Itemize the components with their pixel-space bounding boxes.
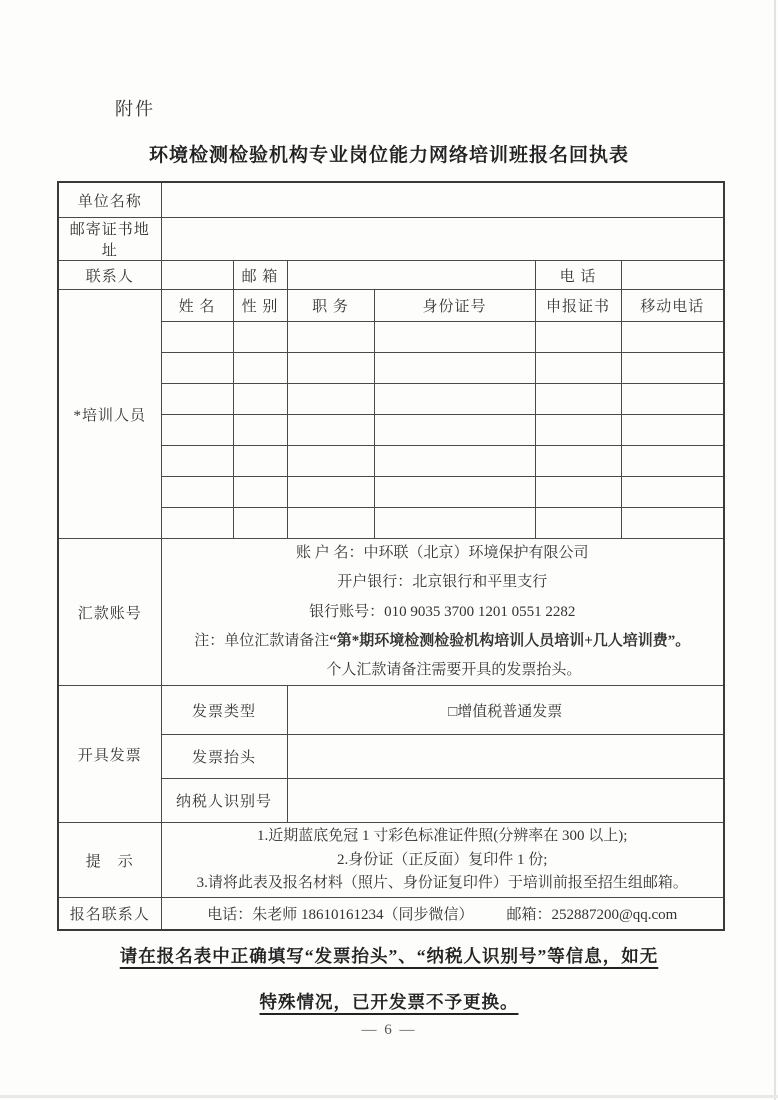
trainee-empty-cell <box>287 384 374 415</box>
footer-note-line2: 特殊情况，已开发票不予更换。 <box>259 992 519 1013</box>
remittance-content-cell <box>161 539 724 686</box>
page-title: 环境检测检验机构专业岗位能力网络培训班报名回执表 <box>148 145 629 166</box>
trainee-empty-cell <box>535 508 621 539</box>
phone-label: 电 话 <box>535 261 621 290</box>
trainee-col-name: 姓 名 <box>161 290 233 322</box>
trainee-empty-cell <box>374 477 535 508</box>
unit-name-value-cell <box>161 182 724 218</box>
trainee-empty-cell <box>161 353 233 384</box>
remittance-note-line2: 个人汇款请备注需要开具的发票抬头。 <box>326 662 582 678</box>
trainee-empty-cell <box>621 384 724 415</box>
trainee-empty-cell <box>287 322 374 353</box>
trainee-empty-cell <box>535 415 621 446</box>
page-number: — 6 — <box>361 1022 417 1038</box>
contact-row <box>58 261 724 290</box>
email-value-cell <box>287 261 535 290</box>
trainee-empty-cell <box>621 322 724 353</box>
trainee-empty-cell <box>621 353 724 384</box>
trainee-col-mobile: 移动电话 <box>621 290 724 322</box>
registration-contact-label: 报名联系人 <box>58 898 161 931</box>
trainee-empty-cell <box>374 508 535 539</box>
mailing-address-label: 邮寄证书地址 <box>58 218 161 261</box>
remittance-label: 汇款账号 <box>58 539 161 686</box>
tips-item-3: 3.请将此表及报名材料（照片、身份证复印件）于培训前报至招生组邮箱。 <box>196 874 688 891</box>
unit-name-label: 单位名称 <box>58 182 161 218</box>
remittance-note-highlight: “第*期环境检测检验机构培训人员培训+几人培训费”。 <box>329 632 691 649</box>
trainee-empty-cell <box>233 508 287 539</box>
trainee-col-gender: 性 别 <box>233 290 287 322</box>
footer-note-line1: 请在报名表中正确填写“发票抬头”、“纳税人识别号”等信息，如无 <box>119 946 659 966</box>
invoice-type-row <box>58 686 724 735</box>
remittance-account-name: 账 户 名：中环联（北京）环境保护有限公司 <box>296 545 589 561</box>
invoice-title-label: 发票抬头 <box>161 735 287 779</box>
trainee-empty-cell <box>287 353 374 384</box>
invoice-tax-id-label: 纳税人识别号 <box>161 779 287 823</box>
trainee-empty-cell <box>287 415 374 446</box>
trainee-empty-cell <box>233 384 287 415</box>
contact-value-cell <box>161 261 233 290</box>
remittance-note <box>166 627 720 656</box>
trainee-empty-cell <box>233 477 287 508</box>
trainee-empty-cell <box>161 446 233 477</box>
contact-label: 联系人 <box>58 261 161 290</box>
invoice-tax-id-value-cell <box>287 779 724 823</box>
mailing-address-value-cell <box>161 218 724 261</box>
trainee-empty-cell <box>233 415 287 446</box>
trainee-empty-cell <box>621 477 724 508</box>
mailing-address-row <box>58 218 724 261</box>
tips-content-cell <box>161 823 724 898</box>
invoice-type-value: □增值税普通发票 <box>287 686 724 735</box>
email-label: 邮 箱 <box>233 261 287 290</box>
trainee-col-position: 职 务 <box>287 290 374 322</box>
tips-row <box>58 823 724 898</box>
trainee-empty-cell <box>233 446 287 477</box>
tips-item-1: 1.近期蓝底免冠 1 寸彩色标准证件照(分辨率在 300 以上); <box>257 828 628 845</box>
trainee-empty-cell <box>535 384 621 415</box>
remittance-account-number: 银行账号：010 9035 3700 1201 0551 2282 <box>309 603 576 620</box>
trainee-col-id-number: 身份证号 <box>374 290 535 322</box>
remittance-row <box>58 539 724 686</box>
tips-label: 提 示 <box>58 823 161 898</box>
trainee-empty-cell <box>535 477 621 508</box>
attachment-label: 附件 <box>115 99 155 119</box>
registration-contact-row <box>58 898 724 931</box>
remittance-bank: 开户银行：北京银行和平里支行 <box>337 574 548 591</box>
scan-edge-bottom <box>0 1095 778 1098</box>
trainee-empty-cell <box>535 446 621 477</box>
trainees-label: *培训人员 <box>58 290 161 539</box>
trainee-empty-cell <box>287 508 374 539</box>
invoice-type-label: 发票类型 <box>161 686 287 735</box>
trainee-empty-cell <box>374 446 535 477</box>
trainee-header-row <box>58 290 724 322</box>
trainee-empty-cell <box>287 446 374 477</box>
invoice-title-value-cell <box>287 735 724 779</box>
trainee-empty-cell <box>233 322 287 353</box>
trainee-empty-cell <box>535 353 621 384</box>
trainee-empty-cell <box>621 508 724 539</box>
registration-form-table <box>57 181 725 931</box>
tips-item-2: 2.身份证（正反面）复印件 1 份; <box>337 851 548 868</box>
trainee-empty-cell <box>374 415 535 446</box>
remittance-note-prefix: 注：单位汇款请备注 <box>194 632 330 649</box>
registration-contact-phone: 电话：朱老师 18610161234（同步微信） <box>207 907 474 924</box>
trainee-empty-cell <box>287 477 374 508</box>
unit-name-row <box>58 182 724 218</box>
trainee-empty-cell <box>161 477 233 508</box>
trainee-empty-cell <box>374 322 535 353</box>
trainee-col-certificate: 申报证书 <box>535 290 621 322</box>
phone-value-cell <box>621 261 724 290</box>
registration-contact-cell <box>161 898 724 931</box>
trainee-empty-cell <box>233 353 287 384</box>
footer-note <box>0 933 778 1026</box>
trainee-empty-cell <box>374 384 535 415</box>
trainee-empty-cell <box>161 415 233 446</box>
trainee-empty-cell <box>535 322 621 353</box>
trainee-empty-cell <box>374 353 535 384</box>
invoice-label: 开具发票 <box>58 686 161 823</box>
trainee-empty-cell <box>161 508 233 539</box>
trainee-empty-cell <box>621 446 724 477</box>
trainee-empty-cell <box>161 384 233 415</box>
trainee-empty-cell <box>621 415 724 446</box>
registration-contact-email: 邮箱：252887200@qq.com <box>506 907 678 924</box>
trainee-empty-cell <box>161 322 233 353</box>
